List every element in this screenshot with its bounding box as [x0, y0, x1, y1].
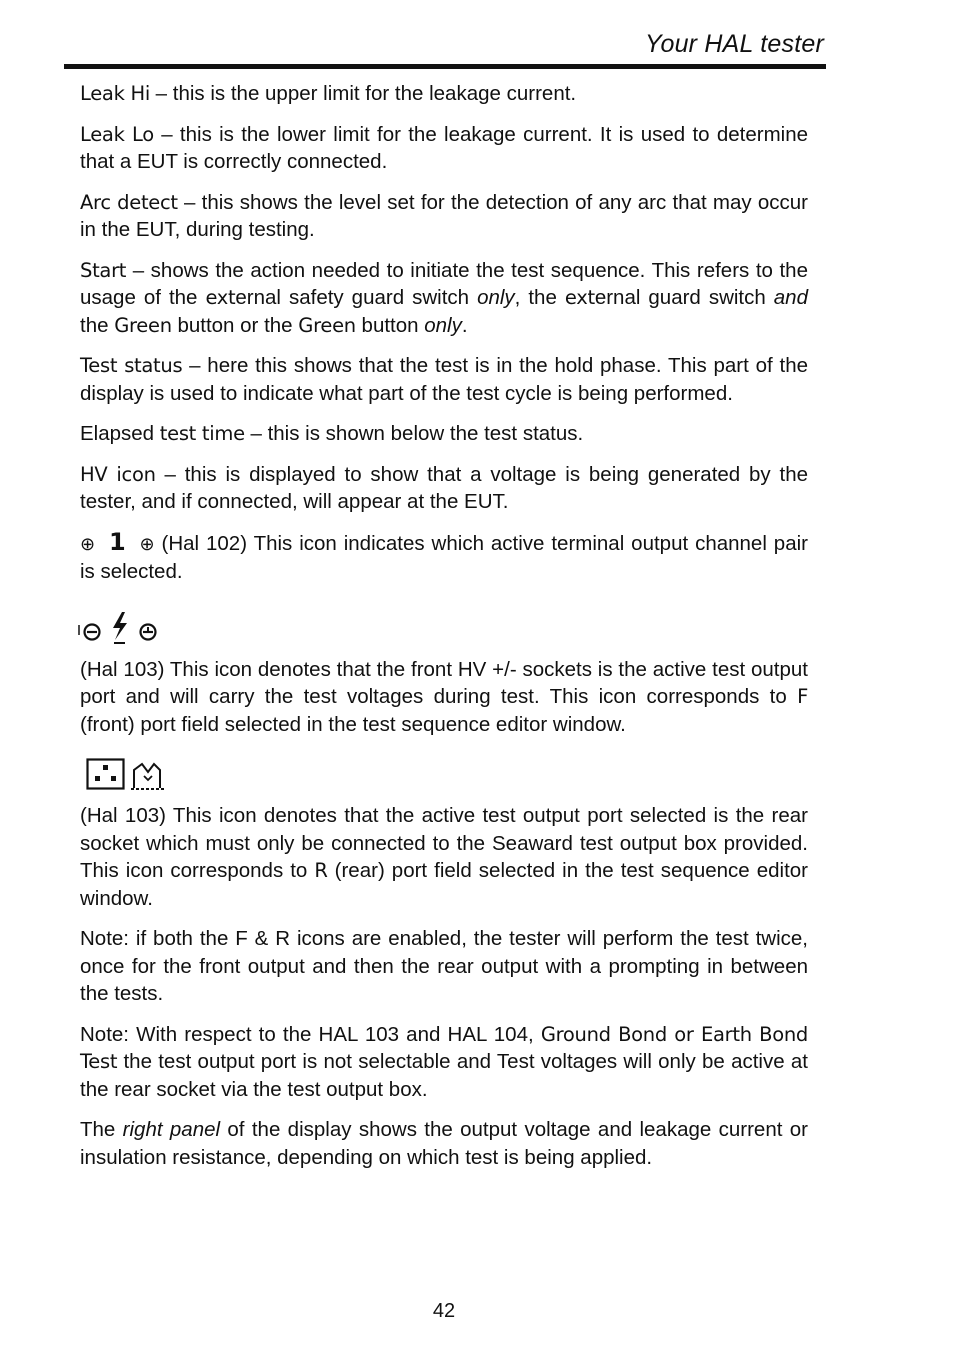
term-test-status: Test status	[80, 354, 183, 377]
desc-start-1: – shows the action needed to initiate the test sequence. This refers to the usage of the	[80, 258, 808, 309]
desc-channel: (Hal 102) This icon indicates which active terminal output channel pair is selected.	[80, 531, 808, 583]
desc-note-hal-1: Note: With respect to the HAL 103 and HAL 104,	[80, 1022, 541, 1046]
page-content	[80, 80, 808, 1184]
emph-right-panel: right panel	[122, 1118, 221, 1141]
term-hv-icon: HV icon	[80, 462, 156, 486]
term-leak-lo: Leak Lo	[80, 122, 154, 146]
desc-right-panel-2: of the display shows the output voltage and leakage current or insulation resistance, depending on which test is being applied.	[80, 1118, 808, 1169]
header-rule	[64, 64, 826, 69]
desc-leak-hi: – this is the upper limit for the leakage current.	[149, 82, 577, 105]
desc-start-6: button or the	[171, 313, 299, 337]
term-ground-bond: Ground Bond or Earth Bond Test	[80, 1022, 808, 1073]
term-rear-letter: R	[314, 859, 328, 882]
term-front-letter: F	[797, 685, 808, 708]
terminal-plus-icon-left: ⊕	[80, 533, 96, 555]
rear-socket-icon	[86, 758, 126, 792]
page-header-title: Your HAL tester	[644, 30, 824, 58]
term-leak-hi: Leak Hi	[80, 82, 150, 105]
emph-and: and	[773, 286, 808, 309]
emph-only-2: only	[424, 313, 462, 337]
desc-start-4: ernal guard switch	[594, 286, 774, 309]
paragraph-note-both: Note: if both the F & R icons are enabled, the tester will perform the test twice, once for the front output and then the rear output with a prompting in between the tests.	[80, 927, 808, 1005]
desc-rear-2: (rear) port field selected in the test sequence editor window.	[80, 859, 808, 910]
elapsed-pre: Elapsed	[80, 422, 160, 445]
term-green-2: Green	[298, 313, 356, 337]
desc-start-3: , the	[514, 286, 565, 309]
desc-hv-icon: – this is displayed to show that a voltage is being generated by the tester, and if connected, will appear at the EUT.	[80, 462, 809, 513]
term-test-time: test time	[159, 422, 245, 445]
channel-number: 1	[108, 527, 126, 556]
desc-test-time: – this is shown below the test status.	[244, 422, 584, 445]
desc-note-hal-2: the test output port is not selectable and Test voltages will only be active at the rear socket via the test output box.	[80, 1050, 808, 1101]
term-arc-detect: Arc detect	[80, 190, 178, 214]
paragraph-start	[80, 257, 808, 340]
desc-leak-lo: – this is the lower limit for the leakage current. It is used to determine that a EUT is correctly connected.	[80, 122, 808, 173]
desc-arc-detect: – this shows the level set for the detection of any arc that may occur in the EUT, during testing.	[80, 190, 808, 241]
paragraph-leak-hi	[80, 80, 808, 108]
paragraph-elapsed	[80, 420, 808, 448]
paragraph-front-port	[80, 656, 808, 739]
desc-right-panel-1: The	[80, 1118, 123, 1141]
term-green-1: Green	[114, 313, 172, 337]
paragraph-test-status	[80, 352, 808, 407]
paragraph-right-panel	[80, 1116, 808, 1171]
desc-test-status: – here this shows that the test is in the hold phase. This part of the display is used to indicate what part of the test cycle is being performed.	[80, 354, 809, 405]
page-number: 42	[432, 1300, 456, 1322]
paragraph-arc-detect	[80, 189, 808, 244]
front-port-icon-row	[80, 608, 808, 652]
rear-port-icon-row	[80, 754, 808, 796]
desc-front-1: (Hal 103) This icon denotes that the front HV +/- sockets is the active test output port and will carry the test voltages during test. This icon corresponds to	[80, 657, 808, 708]
desc-front-2: (front) port field selected in the test sequence editor window.	[80, 712, 626, 736]
term-ext-2: ext	[564, 286, 595, 309]
emph-only-1: only	[477, 286, 515, 309]
terminal-plus-icon-right: ⊕	[139, 533, 155, 555]
paragraph-channel	[80, 529, 808, 586]
front-hv-sockets-icon	[78, 610, 168, 650]
paragraph-rear-port	[80, 802, 808, 912]
term-start: Start	[80, 258, 127, 282]
desc-start-2: ernal safety guard switch	[235, 286, 478, 309]
paragraph-note-hal	[80, 1021, 808, 1104]
paragraph-hv-icon	[80, 461, 808, 516]
desc-rear-1: (Hal 103) This icon denotes that the active test output port selected is the rear socket which must only be connected to the Seaward test output box provided. This icon corresponds to	[80, 804, 808, 882]
desc-start-7: button	[355, 313, 425, 337]
test-output-box-icon	[130, 760, 170, 794]
term-ext-1: ext	[205, 286, 236, 309]
desc-start-5: the	[80, 313, 115, 337]
desc-start-8: .	[461, 313, 468, 337]
paragraph-leak-lo	[80, 121, 808, 176]
